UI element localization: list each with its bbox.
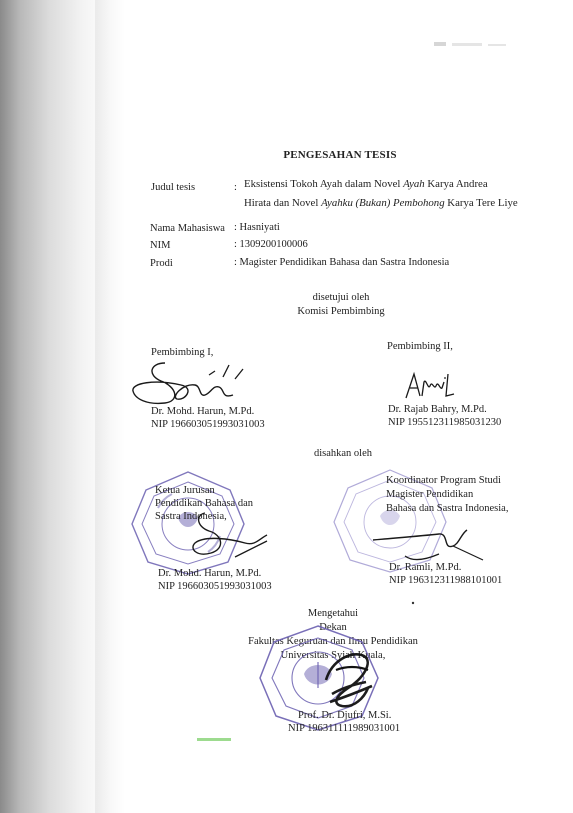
green-smudge	[195, 736, 235, 744]
nim-label: NIM	[150, 240, 171, 251]
ketua-nip: NIP 196603051993031003	[158, 581, 272, 592]
koordinator-role-line2: Magister Pendidikan	[386, 489, 474, 500]
judul-line2: Hirata dan Novel Ayahku (Bukan) Pembohong Karya Tere Liye	[244, 197, 518, 209]
dekan-line2: Dekan	[319, 622, 347, 633]
koordinator-role-line3: Bahasa dan Sastra Indonesia,	[386, 503, 509, 514]
prodi-value: : Magister Pendidikan Bahasa dan Sastra Indonesia	[234, 257, 450, 268]
pembimbing2-signature	[402, 368, 472, 402]
judul-line1: Eksistensi Tokoh Ayah dalam Novel Ayah Karya Andrea	[244, 178, 488, 190]
ketua-name: Dr. Mohd. Harun, M.Pd.	[158, 568, 262, 579]
ketua-role-line1: Ketua Jurusan	[155, 485, 215, 496]
koordinator-nip: NIP 196312311988101001	[389, 575, 503, 586]
prodi-label: Prodi	[150, 258, 173, 269]
dekan-line1: Mengetahui	[307, 608, 359, 619]
pembimbing2-name: Dr. Rajab Bahry, M.Pd.	[388, 404, 487, 415]
judul-colon: :	[234, 182, 237, 193]
nim-value: : 1309200100006	[234, 239, 308, 250]
approval-line1: disetujui oleh	[312, 292, 370, 303]
dekan-line4: Universitas Syiah Kuala,	[280, 650, 386, 661]
ketua-role-line3: Sastra Indonesia,	[155, 511, 227, 522]
ratification-text: disahkan oleh	[313, 448, 373, 459]
dekan-name: Prof. Dr. Djufri, M.Si.	[298, 710, 392, 721]
pembimbing2-role: Pembimbing II,	[387, 341, 453, 352]
pembimbing1-signature	[125, 355, 255, 410]
ketua-signature	[175, 505, 275, 565]
pembimbing1-nip: NIP 196603051993031003	[151, 419, 265, 430]
page-title: PENGESAHAN TESIS	[283, 149, 397, 161]
pembimbing2-nip: NIP 195512311985031230	[388, 417, 502, 428]
approval-line2: Komisi Pembimbing	[297, 306, 385, 317]
dekan-signature	[312, 640, 382, 720]
koordinator-role-line1: Koordinator Program Studi	[386, 475, 501, 486]
dot-mark	[410, 600, 416, 606]
smudge-top	[430, 36, 520, 56]
nama-label: Nama Mahasiswa	[150, 223, 225, 234]
ketua-role-line2: Pendidikan Bahasa dan	[155, 498, 253, 509]
koordinator-name: Dr. Ramli, M.Pd.	[389, 562, 462, 573]
pembimbing1-role: Pembimbing I,	[151, 347, 214, 358]
nama-value: : Hasniyati	[234, 222, 280, 233]
judul-label: Judul tesis	[151, 182, 196, 193]
pembimbing1-name: Dr. Mohd. Harun, M.Pd.	[151, 406, 255, 417]
dekan-line3: Fakultas Keguruan dan Ilmu Pendidikan	[248, 636, 418, 647]
dekan-nip: NIP 196311111989031001	[288, 723, 401, 734]
